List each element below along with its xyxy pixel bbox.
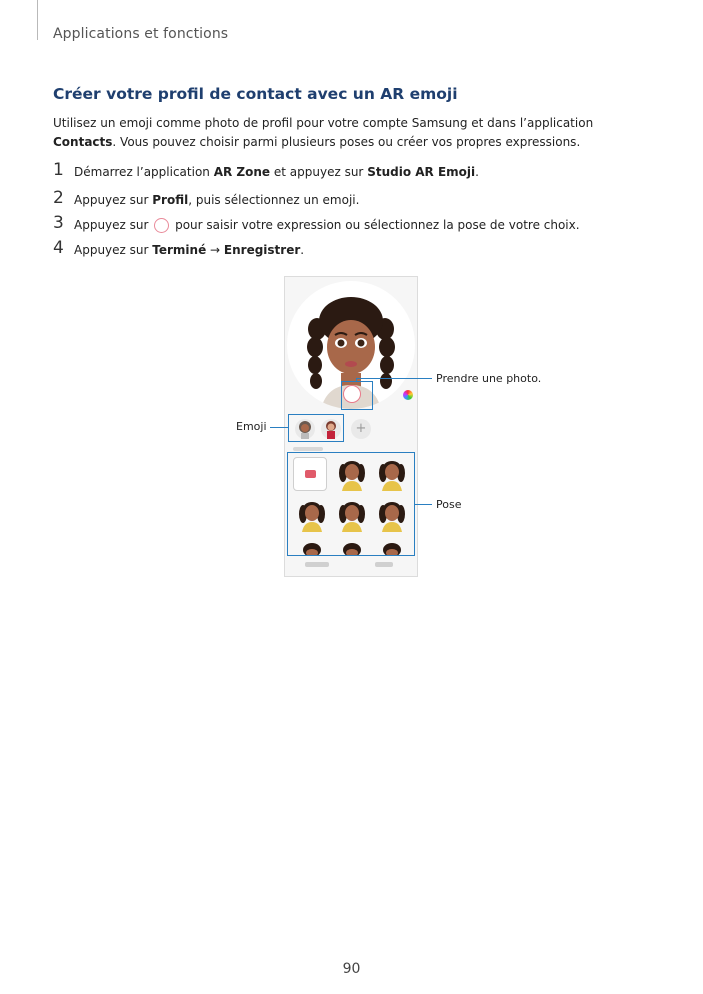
color-wheel-icon[interactable] <box>403 390 413 400</box>
section-title: Créer votre profil de contact avec un AR emoji <box>53 85 458 103</box>
intro-text-end: . Vous pouvez choisir parmi plusieurs poses ou créer vos propres expressions. <box>112 135 581 149</box>
page-number: 90 <box>342 961 361 977</box>
section-label-placeholder <box>293 447 323 451</box>
shutter-circle-icon <box>154 218 169 233</box>
step-text: Appuyez sur Terminé → Enregistrer. <box>74 243 305 257</box>
step-text: Démarrez l’application AR Zone et appuyez sur Studio AR Emoji. <box>74 165 479 179</box>
step-text: Appuyez sur Profil, puis sélectionnez un emoji. <box>74 193 360 207</box>
step-text: Appuyez sur pour saisir votre expression ou sélectionnez la pose de votre choix. <box>74 218 580 232</box>
emoji-callout-line <box>270 427 288 428</box>
take-photo-label: Prendre une photo. <box>436 372 542 385</box>
take-photo-callout-box <box>341 381 373 410</box>
intro-text: Utilisez un emoji comme photo de profil pour votre compte Samsung et dans l’application <box>53 116 594 130</box>
done-button[interactable] <box>375 562 393 567</box>
pose-callout-line <box>415 504 432 505</box>
step-number: 2 <box>53 188 64 208</box>
step-number: 4 <box>53 238 64 258</box>
page-edge-line <box>37 0 38 40</box>
step-number: 1 <box>53 160 64 180</box>
step-number: 3 <box>53 213 64 233</box>
take-photo-callout-line <box>356 378 432 379</box>
pose-label: Pose <box>436 498 462 511</box>
cancel-button[interactable] <box>305 562 329 567</box>
intro-contacts-bold: Contacts <box>53 135 113 149</box>
add-emoji-button[interactable]: + <box>351 419 371 439</box>
pose-callout-box <box>287 452 415 556</box>
running-head: Applications et fonctions <box>53 26 229 42</box>
emoji-label: Emoji <box>236 420 267 433</box>
intro-paragraph <box>53 114 643 152</box>
emoji-callout-box <box>288 414 344 442</box>
